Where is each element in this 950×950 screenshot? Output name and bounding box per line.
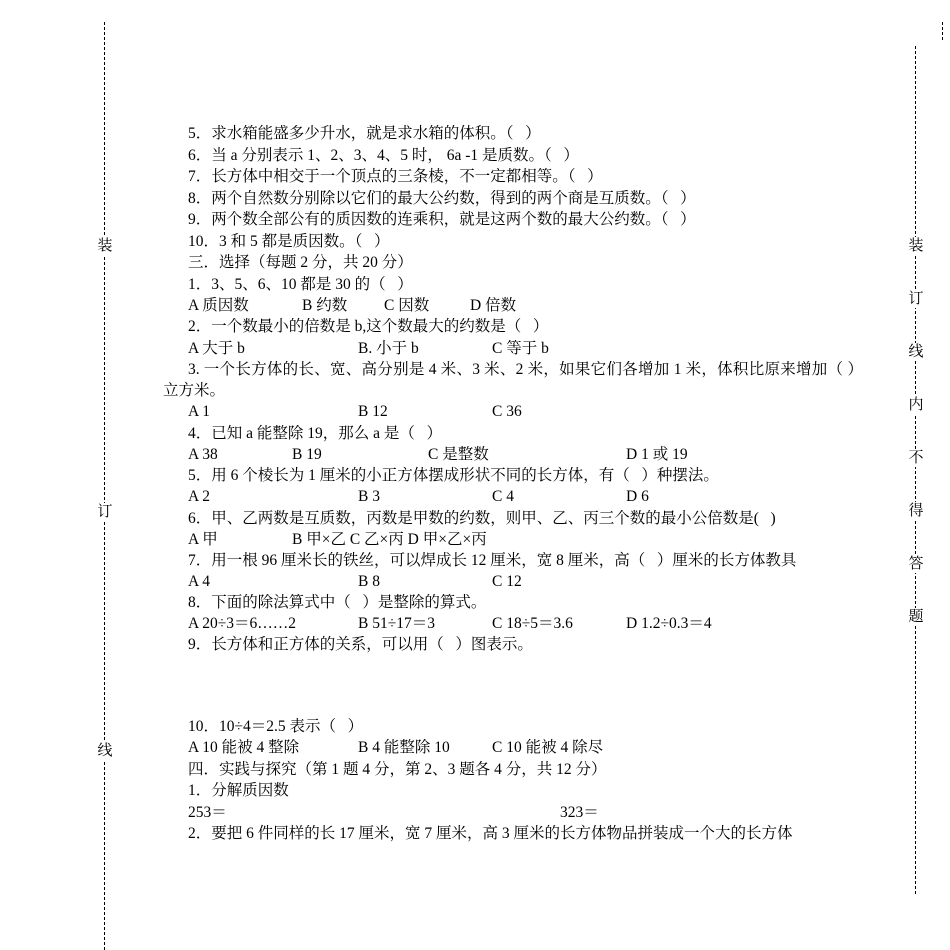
q1-option-d: D 倍数	[470, 297, 517, 314]
q4-option-b: B 19	[292, 446, 322, 463]
question-6: 6．甲、乙两数是互质数，丙数是甲数的约数，则甲、乙、丙三个数的最小公倍数是( )	[188, 510, 776, 527]
question-2: 2．一个数最小的倍数是 b,这个数最大的约数是（ ）	[188, 318, 549, 335]
q3-option-c: C 36	[492, 403, 522, 420]
q6-option-a: A 甲	[188, 531, 218, 548]
q4-option-a: A 38	[188, 446, 218, 463]
judgement-item-6: 6．当 a 分别表示 1、2、3、4、5 时， 6a -1 是质数。（ ）	[188, 147, 579, 164]
q3-option-a: A 1	[188, 403, 210, 420]
q5-option-b: B 3	[358, 488, 380, 505]
judgement-item-8: 8．两个自然数分别除以它们的最大公约数，得到的两个商是互质数。（ ）	[188, 190, 696, 207]
question-4: 4．已知 a 能整除 19，那么 a 是（ ）	[188, 425, 443, 442]
q4-option-c: C 是整数	[428, 446, 489, 463]
q7-option-b: B 8	[358, 573, 380, 590]
factorize-323: 323＝	[560, 804, 599, 821]
q5-option-a: A 2	[188, 488, 210, 505]
left-binding-line	[104, 22, 105, 950]
q6-option-bcd: B 甲×乙 C 乙×丙 D 甲×乙×丙	[292, 531, 487, 548]
question-10: 10．10÷4＝2.5 表示（ ）	[188, 718, 364, 735]
q8-option-c: C 18÷5＝3.6	[492, 615, 573, 632]
judgement-item-5: 5．求水箱能盛多少升水，就是求水箱的体积。（ ）	[188, 125, 541, 142]
right-margin-label-da: 答	[908, 556, 924, 572]
q10-option-b: B 4 能整除 10	[358, 739, 450, 756]
q10-option-a: A 10 能被 4 整除	[188, 739, 300, 756]
q2-option-b: B. 小于 b	[358, 340, 419, 357]
q8-option-a: A 20÷3＝6……2	[188, 615, 296, 632]
q10-option-c: C 10 能被 4 除尽	[492, 739, 604, 756]
right-binding-line	[915, 46, 916, 894]
q2-option-a: A 大于 b	[188, 340, 245, 357]
corner-dash-mark	[942, 22, 943, 40]
q7-option-c: C 12	[492, 573, 522, 590]
practice-2: 2．要把 6 件同样的长 17 厘米，宽 7 厘米，高 3 厘米的长方体物品拼装成一个大的长方体	[188, 825, 793, 842]
left-margin-label-xian: 线	[97, 743, 113, 759]
q5-option-d: D 6	[626, 488, 649, 505]
judgement-item-9: 9．两个数全部公有的质因数的连乘积，就是这两个数的最大公约数。（ ）	[188, 211, 696, 228]
factorize-253: 253＝	[188, 804, 227, 821]
q1-option-c: C 因数	[384, 297, 430, 314]
left-margin-label-zhuang: 装	[97, 238, 113, 254]
question-5: 5．用 6 个棱长为 1 厘米的小正方体摆成形状不同的长方体，有（ ）种摆法。	[188, 467, 719, 484]
q3-option-b: B 12	[358, 403, 388, 420]
right-margin-label-nei: 内	[908, 397, 924, 413]
q8-option-d: D 1.2÷0.3＝4	[626, 615, 712, 632]
q8-option-b: B 51÷17＝3	[358, 615, 435, 632]
section-3-title: 三．选择（每题 2 分，共 20 分）	[188, 254, 413, 271]
left-margin-label-ding: 订	[97, 504, 113, 520]
q4-option-d: D 1 或 19	[626, 446, 688, 463]
right-margin-label-ti: 题	[908, 609, 924, 625]
q7-option-a: A 4	[188, 573, 210, 590]
right-margin-label-xian: 线	[908, 344, 924, 360]
section-4-title: 四．实践与探究（第 1 题 4 分，第 2、3 题各 4 分，共 12 分）	[188, 761, 607, 778]
judgement-item-7: 7．长方体中相交于一个顶点的三条棱，不一定都相等。（ ）	[188, 168, 603, 185]
q1-option-a: A 质因数	[188, 297, 249, 314]
question-1: 1．3、5、6、10 都是 30 的（ ）	[188, 276, 413, 293]
judgement-item-10: 10．3 和 5 都是质因数。（ ）	[188, 233, 390, 250]
q2-option-c: C 等于 b	[492, 340, 549, 357]
question-7: 7．用一根 96 厘米长的铁丝，可以焊成长 12 厘米，宽 8 厘米，高（ ）厘米的长方体教具	[188, 552, 797, 569]
question-9: 9．长方体和正方体的关系，可以用（ ）图表示。	[188, 636, 533, 653]
right-margin-label-ding: 订	[908, 291, 924, 307]
q5-option-c: C 4	[492, 488, 514, 505]
right-margin-label-bu: 不	[908, 450, 924, 466]
question-3: 3. 一个长方体的长、宽、高分别是 4 米、3 米、2 米，如果它们各增加 1 米，体积比原来增加（ ）立方米。	[163, 361, 863, 399]
question-8: 8．下面的除法算式中（ ）是整除的算式。	[188, 594, 487, 611]
right-margin-label-zhuang: 装	[908, 238, 924, 254]
right-margin-label-de: 得	[908, 503, 924, 519]
q1-option-b: B 约数	[302, 297, 348, 314]
practice-1: 1．分解质因数	[188, 782, 289, 799]
